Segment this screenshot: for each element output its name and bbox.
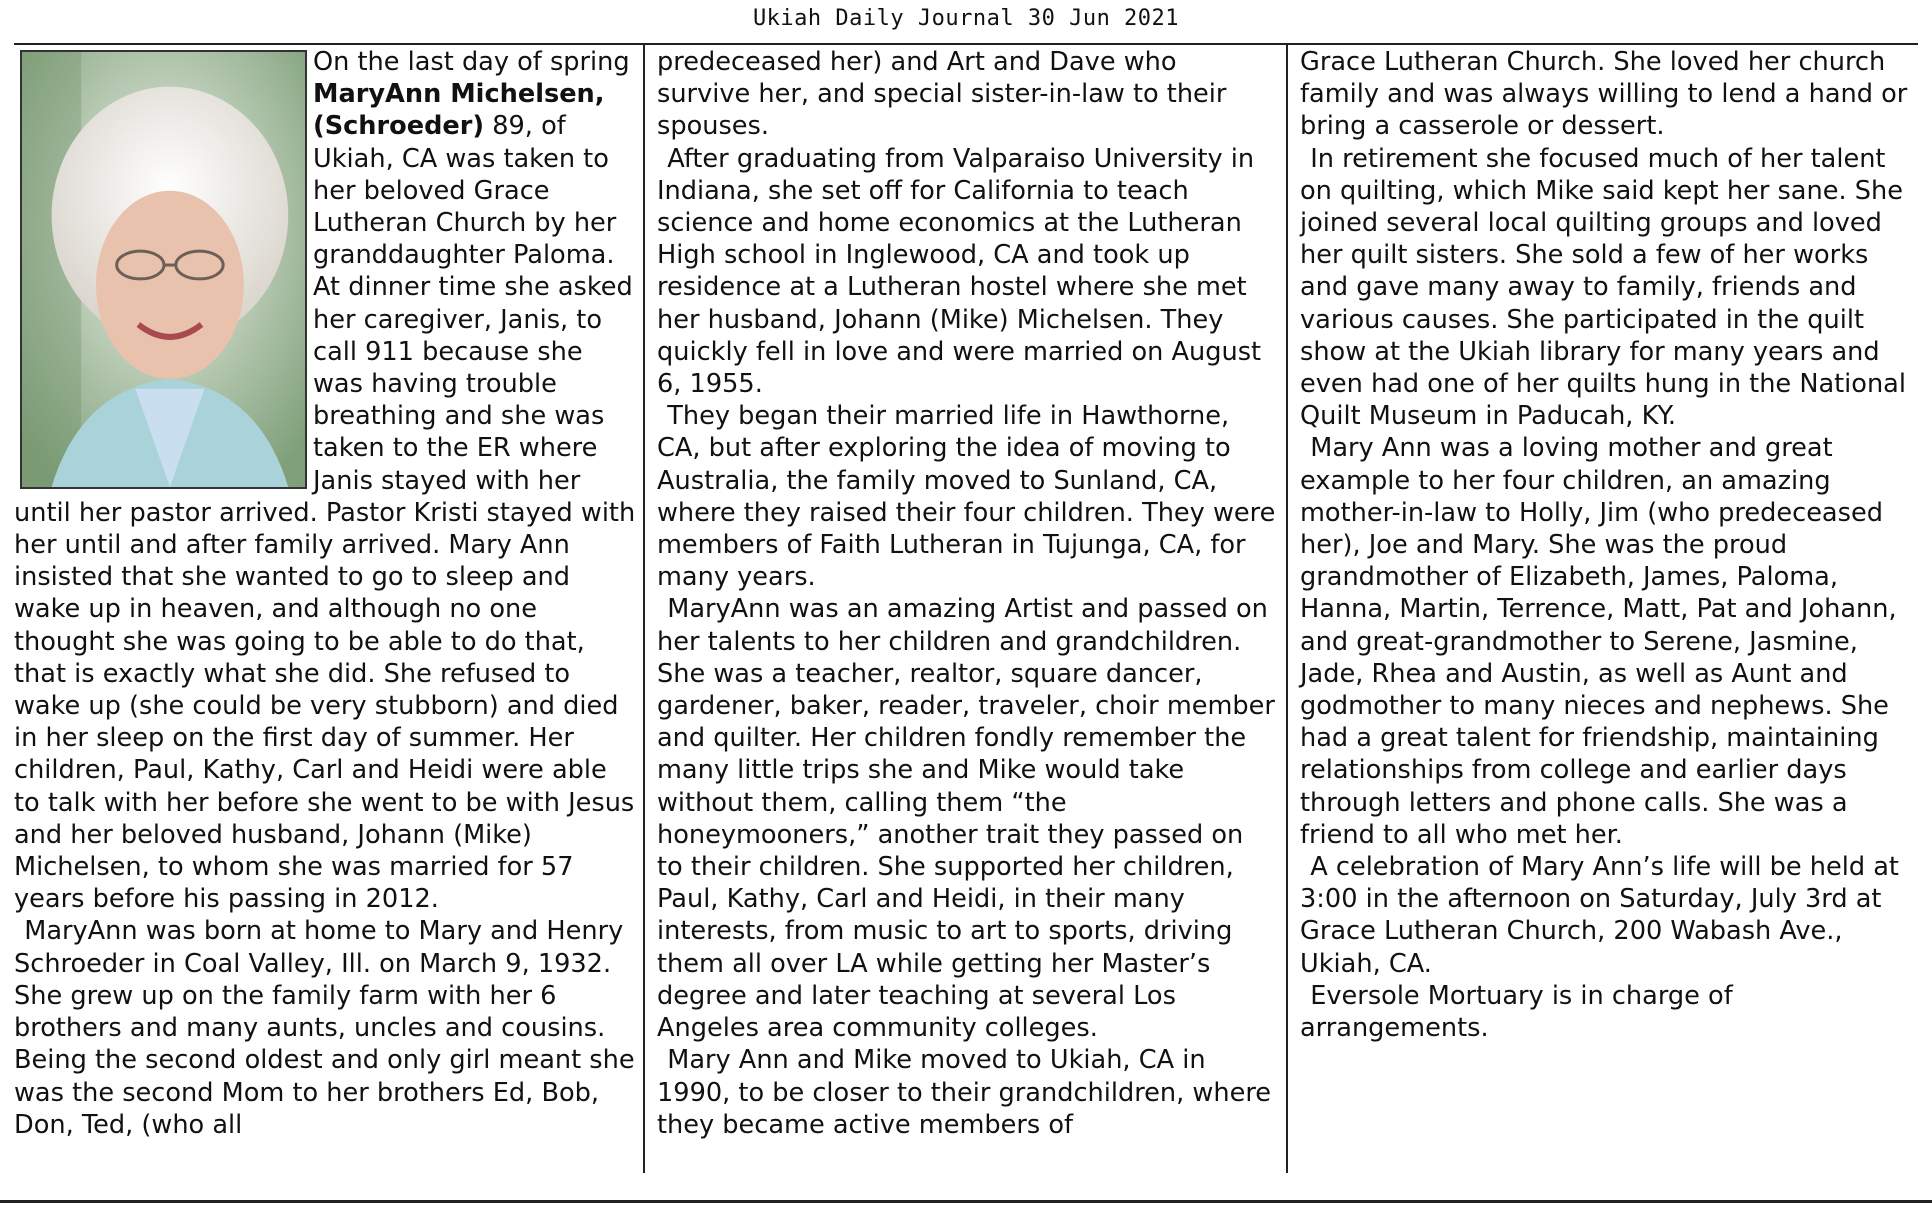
paragraph-ukiah: Mary Ann and Mike moved to Ukiah, CA in 1990, to be closer to their grandchildren, where they became active members of: [657, 1045, 1272, 1140]
masthead: Ukiah Daily Journal 30 Jun 2021: [752, 6, 1180, 31]
top-rule: [14, 43, 1918, 45]
paragraph-family: Mary Ann was a loving mother and great example to her four children, an amazing mother-in-law to Holly, Jim (who predeceased her), Joe and Mary. She was the proud grandmother of Elizabeth, James, Paloma, Hanna, Martin, Terrence, Matt, Pat and Johann, and great-grandmother to Serene, Jasmine, Jade, Rhea and Austin, as well as Aunt and godmother to many nieces and nephews. She had a great talent for friendship, maintaining relationships from college and earlier days through letters and phone calls. She was a friend to all who met her.: [1300, 433, 1897, 850]
column-2: [657, 46, 1277, 1141]
paragraph-siblings: predeceased her) and Art and Dave who survive her, and special sister-in-law to their spouses.: [657, 47, 1227, 142]
paragraph-education: After graduating from Valparaiso University in Indiana, she set off for California to teach science and home economics at the Lutheran High school in Inglewood, CA and took up residence at a Lutheran hostel where she met her husband, Johann (Mike) Michelsen. They quickly fell in love and were married on August 6, 1955.: [657, 143, 1262, 400]
column-1: [14, 46, 636, 1141]
portrait-photo: [20, 50, 307, 489]
paragraph-celebration: A celebration of Mary Ann’s life will be held at 3:00 in the afternoon on Saturday, July 3rd at Grace Lutheran Church, 200 Wabash Ave., Ukiah, CA.: [1300, 852, 1899, 979]
bottom-rule: [0, 1200, 1932, 1203]
intro-text: On the last day of spring: [313, 47, 630, 77]
paragraph-quilting: In retirement she focused much of her talent on quilting, which Mike said kept her sane. She joined several local quilting groups and loved her quilt sisters. She sold a few of her works and gave many away to family, friends and various causes. She participated in the quilt show at the Ukiah library for many years and even had one of her quilts hung in the National Quilt Museum in Paducah, KY.: [1300, 143, 1906, 432]
paragraph-arrangements: Eversole Mortuary is in charge of arrangements.: [1300, 980, 1733, 1044]
column-3: [1300, 46, 1922, 1044]
column-divider-2: [1286, 45, 1288, 1173]
paragraph-artist: MaryAnn was an amazing Artist and passed on her talents to her children and grandchildren. She was a teacher, realtor, square dancer, gardener, baker, reader, traveler, choir member and quilter. Her children fondly remember the many little trips she and Mike would take without them, calling them “the honeymooners,” another trait they passed on to their children. She supported her children, Paul, Kathy, Carl and Heidi, in their many interests, from music to art to sports, driving them all over LA while getting her Master’s degree and later teaching at several Los Angeles area community colleges.: [657, 594, 1275, 1044]
portrait-image: [22, 52, 305, 487]
deceased-name: MaryAnn Michelsen, (Schroeder): [313, 79, 605, 142]
column-divider-1: [643, 45, 645, 1173]
paragraph-birth: MaryAnn was born at home to Mary and Henry Schroeder in Coal Valley, Ill. on March 9, 1932. She grew up on the family farm with her 6 brothers and many aunts, uncles and cousins. Being the second oldest and only girl meant she was the second Mom to her brothers Ed, Bob, Don, Ted, (who all: [14, 916, 635, 1140]
paragraph-married-life: They began their married life in Hawthorne, CA, but after exploring the idea of moving to Australia, the family moved to Sunland, CA, where they raised their four children. They were members of Faith Lutheran in Tujunga, CA, for many years.: [657, 401, 1276, 593]
paragraph-1-rest: 89, of Ukiah, CA was taken to her beloved Grace Lutheran Church by her granddaughter Paloma. At dinner time she asked her caregiver, Janis, to call 911 because she was having trouble breathing and she was taken to the ER where Janis stayed with her until her pastor arrived. Pastor Kristi stayed with her until and after family arrived. Mary Ann insisted that she wanted to go to sleep and wake up in heaven, and although no one thought she was going to be able to do that, that is exactly what she did. She refused to wake up (she could be very stubborn) and died in her sleep on the first day of summer. Her children, Paul, Kathy, Carl and Heidi were able to talk with her before she went to be with Jesus and her beloved husband, Johann (Mike) Michelsen, to whom she was married for 57 years before his passing in 2012.: [14, 111, 636, 915]
paragraph-church: Grace Lutheran Church. She loved her church family and was always willing to lend a hand or bring a casserole or dessert.: [1300, 47, 1908, 142]
